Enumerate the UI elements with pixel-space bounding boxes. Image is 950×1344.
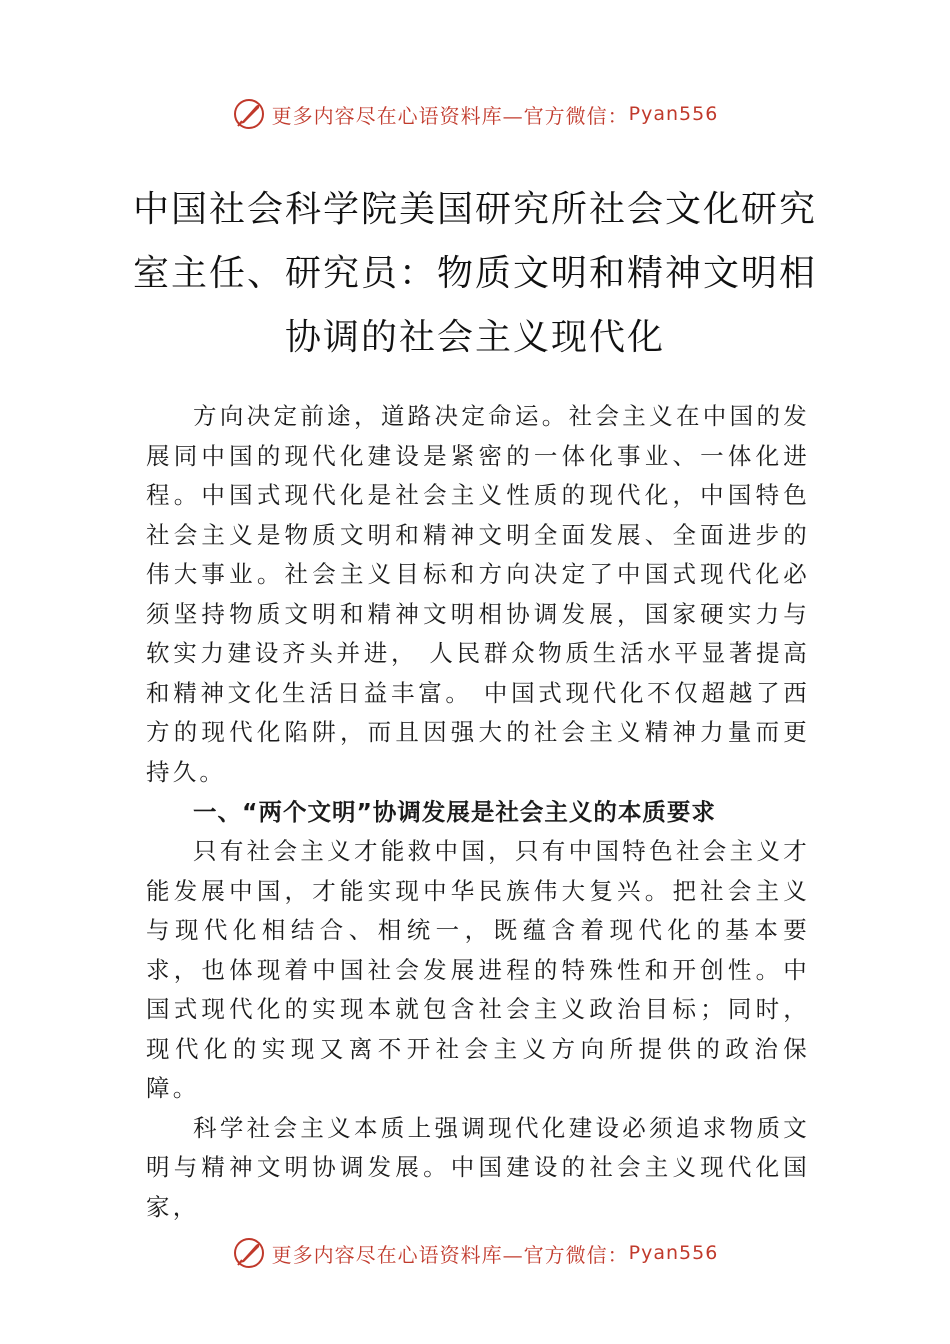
title-line: 中国社会科学院美国研究所社会文化研究 bbox=[132, 189, 817, 230]
section-heading-1: 一、“两个文明”协调发展是社会主义的本质要求 bbox=[193, 798, 716, 826]
paragraph-intro: 方向决定前途，道路决定命运。社会主义在中国的发展同中国的现代化建设是紧密的一体化事业、一体化进程。中国式现代化是社会主义性质的现代化，中国特色社会主义是物质文明和精神文明全面发展、全面进步的伟大事业。社会主义目标和方向决定了中国式现代化必须坚持物质文明和精神文明相协调发展，国家硬实力与软实力建设齐头并进， 人民群众物质生活水平显著提高和精神文化生活日益丰富。 中国式现代化不仅超越了西方的现代化陷阱，而且因强大的社会主义精神力量而更持久。 bbox=[146, 402, 810, 786]
title-line: 协调的社会主义现代化 bbox=[284, 317, 665, 358]
footer-wechat-id: Pyan556 bbox=[628, 1242, 719, 1264]
quill-logo-icon bbox=[232, 1236, 266, 1270]
paragraph-3: 科学社会主义本质上强调现代化建设必须追求物质文明与精神文明协调发展。中国建设的社会主义现代化国家， bbox=[146, 1113, 810, 1221]
quill-logo-icon bbox=[232, 97, 266, 131]
page-title bbox=[130, 178, 820, 370]
title-line: 室主任、研究员：物质文明和精神文明相 bbox=[132, 253, 817, 294]
header-wechat-id: Pyan556 bbox=[628, 103, 719, 125]
article-body bbox=[146, 397, 810, 1227]
footer-banner bbox=[0, 1233, 950, 1273]
header-banner bbox=[0, 94, 950, 134]
paragraph-2: 只有社会主义才能救中国，只有中国特色社会主义才能发展中国，才能实现中华民族伟大复兴。把社会主义与现代化相结合、相统一，既蕴含着现代化的基本要求，也体现着中国社会发展进程的特殊性和开创性。中国式现代化的实现本就包含社会主义政治目标；同时，现代化的实现又离不开社会主义方向所提供的政治保障。 bbox=[146, 837, 810, 1102]
footer-banner-text: 更多内容尽在心语资料库—官方微信： bbox=[271, 1242, 629, 1267]
header-banner-text: 更多内容尽在心语资料库—官方微信： bbox=[271, 103, 629, 128]
